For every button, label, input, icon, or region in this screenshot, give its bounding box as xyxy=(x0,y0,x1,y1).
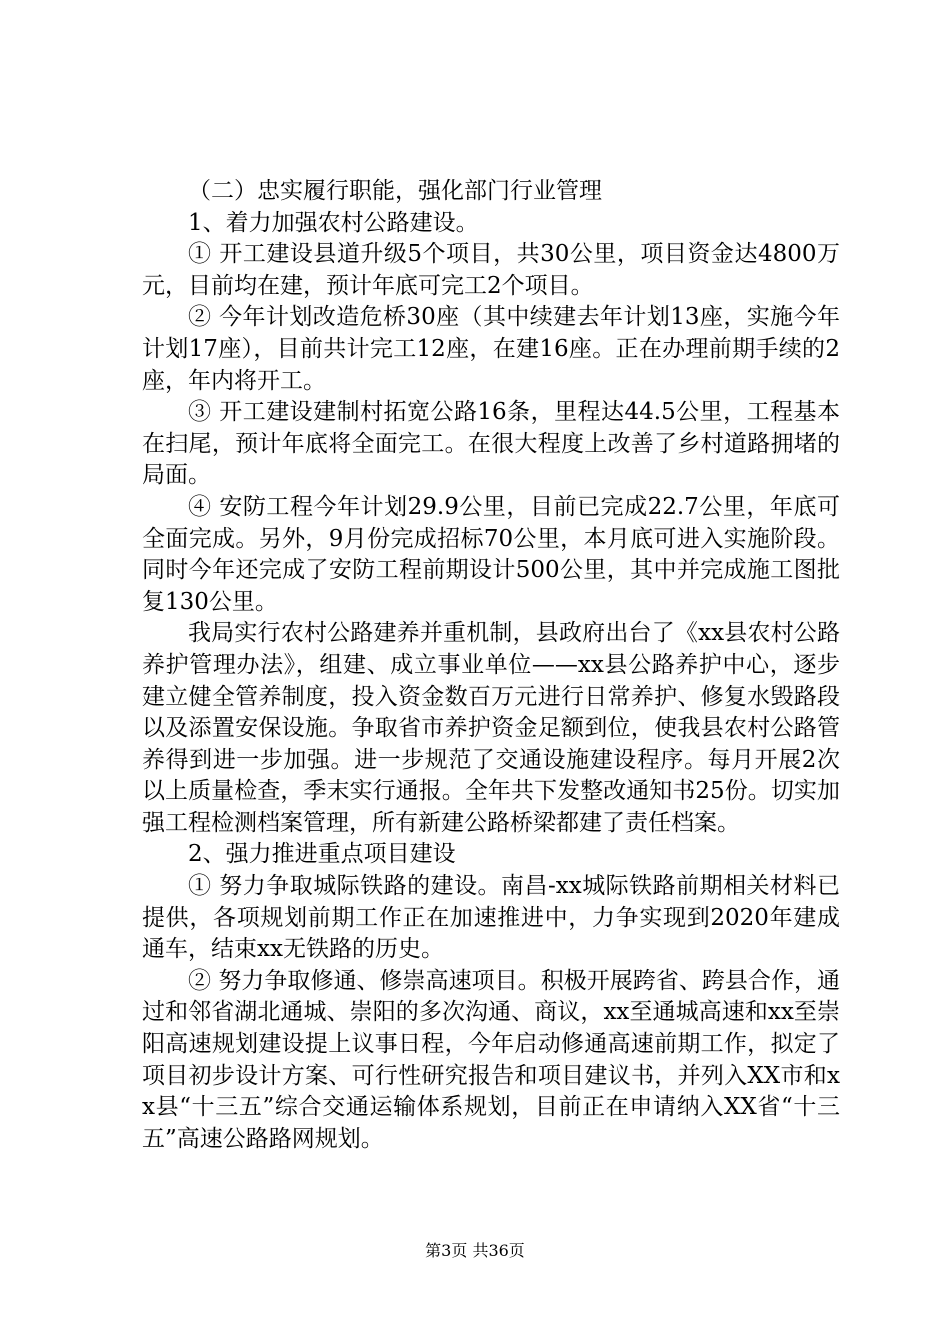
section-heading: （二）忠实履行职能，强化部门行业管理 xyxy=(188,178,602,204)
subsection-heading-key-projects: 2、强力推进重点项目建设 xyxy=(188,841,456,868)
subsection-heading-rural-roads: 1、着力加强农村公路建设。 xyxy=(188,209,479,236)
paragraph-item-4: ④ 安防工程今年计划29.9公里，目前已完成22.7公里，年底可全面完成。另外，9月份完成招标70公里，本月底可进入实施阶段。同时今年还完成了安防工程前期设计500公里，其中并完成施工图批复130公里。 xyxy=(142,493,840,615)
paragraph-maintenance: 我局实行农村公路建养并重机制，县政府出台了《xx县农村公路养护管理办法》，组建、成立事业单位——xx县公路养护中心，逐步建立健全管养制度，投入资金数百万元进行日常养护、修复水毁路段以及添置安保设施。争取省市养护资金足额到位，使我县农村公路管养得到进一步加强。进一步规范了交通设施建设程序。每月开展2次以上质量检查，季末实行通报。全年共下发整改通知书25份。切实加强工程检测档案管理，所有新建公路桥梁都建了责任档案。 xyxy=(142,620,840,836)
paragraph-item-2: ② 今年计划改造危桥30座（其中续建去年计划13座，实施今年计划17座），目前共计完工12座，在建16座。正在办理前期手续的2座，年内将开工。 xyxy=(142,304,840,394)
document-body xyxy=(142,176,840,1155)
page-footer: 第3页 共36页 xyxy=(425,1241,525,1260)
paragraph-railway: ① 努力争取城际铁路的建设。南昌-xx城际铁路前期相关材料已提供，各项规划前期工作正在加速推进中，力争实现到2020年建成通车，结束xx无铁路的历史。 xyxy=(142,873,840,963)
paragraph-highway: ② 努力争取修通、修崇高速项目。积极开展跨省、跨县合作，通过和邻省湖北通城、崇阳的多次沟通、商议，xx至通城高速和xx至崇阳高速规划建设提上议事日程，今年启动修通高速前期工作，拟定了项目初步设计方案、可行性研究报告和项目建议书，并列入XX市和xx县“十三五”综合交通运输体系规划，目前正在申请纳入XX省“十三五”高速公路路网规划。 xyxy=(142,967,840,1152)
paragraph-item-1: ① 开工建设县道升级5个项目，共30公里，项目资金达4800万元，目前均在建，预计年底可完工2个项目。 xyxy=(142,241,840,299)
paragraph-item-3: ③ 开工建设建制村拓宽公路16条，里程达44.5公里，工程基本在扫尾，预计年底将全面完工。在很大程度上改善了乡村道路拥堵的局面。 xyxy=(142,399,840,489)
